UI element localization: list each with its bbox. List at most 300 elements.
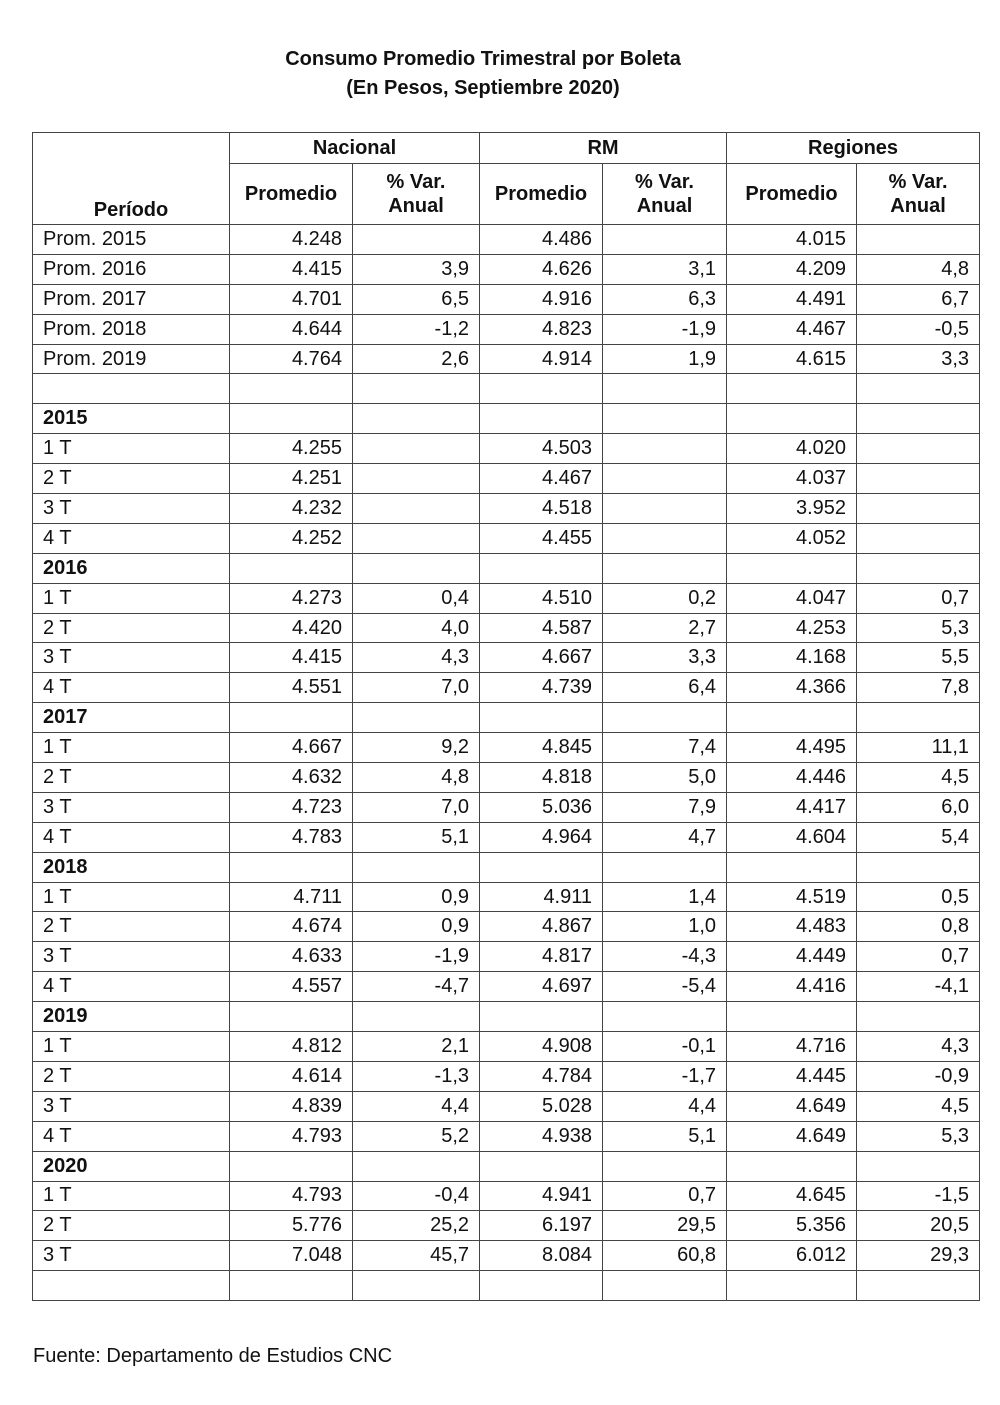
cell-regiones-var: 6,7: [857, 284, 980, 314]
source-footer: Fuente: Departamento de Estudios CNC: [33, 1345, 393, 1367]
empty-cell: [603, 374, 727, 404]
page-subtitle: (En Pesos, Septiembre 2020): [346, 77, 620, 99]
row-label: 1 T: [33, 434, 230, 464]
consumption-table: [32, 132, 980, 1301]
table-row: [33, 1032, 980, 1062]
table-row: [33, 344, 980, 374]
empty-cell: [230, 1151, 353, 1181]
empty-row: [33, 1271, 980, 1301]
row-label: Prom. 2018: [33, 314, 230, 344]
header-group-nacional: Nacional: [230, 133, 480, 164]
cell-regiones-var: 29,3: [857, 1241, 980, 1271]
row-label: 1 T: [33, 733, 230, 763]
empty-cell: [857, 404, 980, 434]
row-label: 4 T: [33, 1121, 230, 1151]
cell-rm-var: 1,0: [603, 912, 727, 942]
cell-nacional-var: [353, 523, 480, 553]
row-label: 1 T: [33, 1181, 230, 1211]
empty-cell: [727, 553, 857, 583]
cell-rm-var: 5,0: [603, 763, 727, 793]
cell-nacional-var: 45,7: [353, 1241, 480, 1271]
year-label: 2015: [33, 404, 230, 434]
cell-regiones-promedio: 4.649: [727, 1121, 857, 1151]
empty-cell: [480, 1271, 603, 1301]
cell-nacional-var: 0,9: [353, 912, 480, 942]
empty-cell: [353, 703, 480, 733]
cell-nacional-promedio: 4.557: [230, 972, 353, 1002]
cell-nacional-var: [353, 464, 480, 494]
cell-nacional-promedio: 5.776: [230, 1211, 353, 1241]
cell-rm-var: 7,9: [603, 792, 727, 822]
cell-nacional-promedio: 4.723: [230, 792, 353, 822]
row-label: Prom. 2015: [33, 225, 230, 255]
row-label: 4 T: [33, 673, 230, 703]
cell-nacional-var: [353, 225, 480, 255]
empty-cell: [603, 1002, 727, 1032]
empty-cell: [727, 1151, 857, 1181]
table-row: [33, 1091, 980, 1121]
cell-nacional-promedio: 4.252: [230, 523, 353, 553]
table-row: [33, 314, 980, 344]
cell-regiones-var: 4,5: [857, 1091, 980, 1121]
empty-cell: [230, 1002, 353, 1032]
header-var-line2: Anual: [388, 195, 444, 217]
table-row: [33, 1121, 980, 1151]
row-label: Prom. 2016: [33, 254, 230, 284]
cell-regiones-promedio: 4.168: [727, 643, 857, 673]
cell-regiones-promedio: 4.519: [727, 882, 857, 912]
cell-rm-promedio: 4.455: [480, 523, 603, 553]
cell-nacional-promedio: 4.783: [230, 822, 353, 852]
cell-regiones-var: 0,8: [857, 912, 980, 942]
cell-regiones-promedio: 4.491: [727, 284, 857, 314]
cell-nacional-var: 6,5: [353, 284, 480, 314]
cell-rm-var: 1,9: [603, 344, 727, 374]
empty-cell: [603, 852, 727, 882]
cell-regiones-var: [857, 494, 980, 524]
cell-rm-promedio: 4.964: [480, 822, 603, 852]
page-title: Consumo Promedio Trimestral por Boleta: [285, 48, 681, 70]
empty-cell: [603, 1271, 727, 1301]
table-row: [33, 1211, 980, 1241]
empty-cell: [480, 1151, 603, 1181]
cell-regiones-var: 7,8: [857, 673, 980, 703]
year-section-row: [33, 553, 980, 583]
empty-cell: [480, 404, 603, 434]
cell-regiones-var: 0,7: [857, 583, 980, 613]
row-label: 1 T: [33, 882, 230, 912]
cell-rm-var: 4,4: [603, 1091, 727, 1121]
cell-nacional-var: 7,0: [353, 673, 480, 703]
cell-regiones-promedio: 4.649: [727, 1091, 857, 1121]
year-label: 2019: [33, 1002, 230, 1032]
cell-rm-promedio: 4.784: [480, 1061, 603, 1091]
year-section-row: [33, 1002, 980, 1032]
cell-nacional-promedio: 4.273: [230, 583, 353, 613]
cell-nacional-promedio: 4.667: [230, 733, 353, 763]
cell-rm-promedio: 8.084: [480, 1241, 603, 1271]
empty-cell: [480, 553, 603, 583]
empty-cell: [727, 703, 857, 733]
cell-rm-promedio: 4.510: [480, 583, 603, 613]
header-var-line2: Anual: [636, 195, 693, 217]
table-row: [33, 464, 980, 494]
row-label: 3 T: [33, 1241, 230, 1271]
header-var-anual: [857, 164, 980, 225]
cell-regiones-promedio: 4.209: [727, 254, 857, 284]
cell-rm-promedio: 4.518: [480, 494, 603, 524]
cell-regiones-promedio: 4.615: [727, 344, 857, 374]
cell-rm-var: 2,7: [603, 613, 727, 643]
empty-cell: [230, 553, 353, 583]
empty-cell: [33, 1271, 230, 1301]
cell-regiones-promedio: 4.445: [727, 1061, 857, 1091]
cell-nacional-promedio: 7.048: [230, 1241, 353, 1271]
header-var-line1: % Var.: [386, 171, 446, 193]
cell-regiones-promedio: 4.253: [727, 613, 857, 643]
row-label: 4 T: [33, 972, 230, 1002]
table-row: [33, 523, 980, 553]
cell-rm-var: 0,2: [603, 583, 727, 613]
table-row: [33, 1181, 980, 1211]
cell-regiones-promedio: 4.047: [727, 583, 857, 613]
cell-rm-promedio: 4.667: [480, 643, 603, 673]
year-label: 2017: [33, 703, 230, 733]
cell-rm-promedio: 4.587: [480, 613, 603, 643]
row-label: 2 T: [33, 464, 230, 494]
cell-rm-var: 29,5: [603, 1211, 727, 1241]
cell-regiones-var: 20,5: [857, 1211, 980, 1241]
cell-nacional-promedio: 4.551: [230, 673, 353, 703]
cell-regiones-var: 4,8: [857, 254, 980, 284]
cell-regiones-var: 3,3: [857, 344, 980, 374]
cell-rm-promedio: 4.867: [480, 912, 603, 942]
cell-nacional-var: 2,6: [353, 344, 480, 374]
cell-nacional-promedio: 4.839: [230, 1091, 353, 1121]
cell-rm-promedio: 4.823: [480, 314, 603, 344]
cell-nacional-var: -1,9: [353, 942, 480, 972]
empty-cell: [857, 1151, 980, 1181]
cell-regiones-var: 0,5: [857, 882, 980, 912]
cell-nacional-promedio: 4.674: [230, 912, 353, 942]
cell-rm-promedio: 6.197: [480, 1211, 603, 1241]
cell-regiones-promedio: 4.037: [727, 464, 857, 494]
year-section-row: [33, 1151, 980, 1181]
cell-nacional-promedio: 4.633: [230, 942, 353, 972]
cell-nacional-promedio: 4.812: [230, 1032, 353, 1062]
empty-cell: [353, 1002, 480, 1032]
empty-cell: [480, 1002, 603, 1032]
cell-regiones-promedio: 4.416: [727, 972, 857, 1002]
cell-rm-promedio: 4.503: [480, 434, 603, 464]
empty-cell: [480, 703, 603, 733]
cell-regiones-var: -0,9: [857, 1061, 980, 1091]
cell-regiones-promedio: 4.449: [727, 942, 857, 972]
cell-nacional-var: 0,9: [353, 882, 480, 912]
cell-nacional-promedio: 4.415: [230, 643, 353, 673]
cell-nacional-var: 9,2: [353, 733, 480, 763]
cell-regiones-var: [857, 523, 980, 553]
cell-nacional-var: [353, 434, 480, 464]
row-label: 3 T: [33, 643, 230, 673]
cell-regiones-promedio: 4.645: [727, 1181, 857, 1211]
cell-regiones-var: [857, 464, 980, 494]
cell-rm-promedio: 4.626: [480, 254, 603, 284]
header-var-line2: Anual: [890, 195, 946, 217]
cell-regiones-promedio: 4.495: [727, 733, 857, 763]
cell-regiones-promedio: 3.952: [727, 494, 857, 524]
header-var-line1: % Var.: [888, 171, 948, 193]
empty-cell: [353, 553, 480, 583]
cell-rm-var: -0,1: [603, 1032, 727, 1062]
cell-regiones-var: 5,3: [857, 613, 980, 643]
empty-cell: [230, 1271, 353, 1301]
table-row: [33, 733, 980, 763]
cell-regiones-promedio: 5.356: [727, 1211, 857, 1241]
cell-rm-promedio: 4.916: [480, 284, 603, 314]
cell-rm-var: [603, 225, 727, 255]
row-label: 2 T: [33, 763, 230, 793]
cell-nacional-promedio: 4.793: [230, 1181, 353, 1211]
cell-rm-promedio: 4.908: [480, 1032, 603, 1062]
empty-cell: [230, 852, 353, 882]
cell-rm-var: 6,3: [603, 284, 727, 314]
cell-regiones-promedio: 4.052: [727, 523, 857, 553]
header-row-groups: [33, 133, 980, 164]
cell-regiones-promedio: 4.604: [727, 822, 857, 852]
cell-regiones-promedio: 4.015: [727, 225, 857, 255]
cell-nacional-promedio: 4.232: [230, 494, 353, 524]
year-label: 2016: [33, 553, 230, 583]
cell-rm-var: 7,4: [603, 733, 727, 763]
empty-cell: [603, 553, 727, 583]
empty-cell: [857, 1002, 980, 1032]
cell-regiones-var: -0,5: [857, 314, 980, 344]
year-section-row: [33, 404, 980, 434]
cell-rm-var: [603, 494, 727, 524]
cell-nacional-promedio: 4.711: [230, 882, 353, 912]
cell-nacional-var: [353, 494, 480, 524]
table-row: [33, 822, 980, 852]
cell-regiones-var: 5,5: [857, 643, 980, 673]
empty-cell: [603, 703, 727, 733]
year-section-row: [33, 852, 980, 882]
cell-regiones-promedio: 4.417: [727, 792, 857, 822]
table-row: [33, 254, 980, 284]
table-row: [33, 942, 980, 972]
row-label: 3 T: [33, 494, 230, 524]
cell-regiones-promedio: 4.483: [727, 912, 857, 942]
cell-regiones-promedio: 4.716: [727, 1032, 857, 1062]
row-label: 3 T: [33, 792, 230, 822]
cell-nacional-promedio: 4.644: [230, 314, 353, 344]
row-label: 4 T: [33, 822, 230, 852]
cell-rm-var: -4,3: [603, 942, 727, 972]
table-row: [33, 912, 980, 942]
cell-nacional-promedio: 4.415: [230, 254, 353, 284]
cell-regiones-var: 5,4: [857, 822, 980, 852]
cell-rm-promedio: 4.914: [480, 344, 603, 374]
cell-rm-var: [603, 434, 727, 464]
cell-nacional-var: 25,2: [353, 1211, 480, 1241]
cell-rm-var: -5,4: [603, 972, 727, 1002]
cell-rm-promedio: 4.486: [480, 225, 603, 255]
cell-nacional-var: -4,7: [353, 972, 480, 1002]
table-row: [33, 673, 980, 703]
cell-rm-var: 0,7: [603, 1181, 727, 1211]
table-row: [33, 494, 980, 524]
table-row: [33, 1061, 980, 1091]
cell-regiones-promedio: 4.020: [727, 434, 857, 464]
cell-regiones-promedio: 4.467: [727, 314, 857, 344]
cell-nacional-var: -1,2: [353, 314, 480, 344]
cell-nacional-promedio: 4.764: [230, 344, 353, 374]
cell-regiones-var: 4,3: [857, 1032, 980, 1062]
cell-rm-var: 5,1: [603, 1121, 727, 1151]
empty-cell: [857, 852, 980, 882]
row-label: 3 T: [33, 942, 230, 972]
cell-regiones-promedio: 4.366: [727, 673, 857, 703]
empty-cell: [857, 703, 980, 733]
cell-regiones-var: [857, 434, 980, 464]
table-row: [33, 284, 980, 314]
cell-rm-var: 3,1: [603, 254, 727, 284]
row-label: Prom. 2017: [33, 284, 230, 314]
cell-rm-promedio: 4.941: [480, 1181, 603, 1211]
table-row: [33, 583, 980, 613]
empty-cell: [480, 852, 603, 882]
table-row: [33, 792, 980, 822]
empty-cell: [857, 553, 980, 583]
cell-regiones-var: -4,1: [857, 972, 980, 1002]
cell-rm-var: -1,9: [603, 314, 727, 344]
empty-cell: [727, 1271, 857, 1301]
cell-rm-var: [603, 464, 727, 494]
cell-nacional-var: 4,3: [353, 643, 480, 673]
cell-rm-promedio: 4.739: [480, 673, 603, 703]
cell-rm-promedio: 5.036: [480, 792, 603, 822]
header-promedio: Promedio: [480, 164, 603, 225]
cell-rm-var: [603, 523, 727, 553]
cell-nacional-var: 3,9: [353, 254, 480, 284]
empty-cell: [857, 374, 980, 404]
row-label: 2 T: [33, 1061, 230, 1091]
cell-nacional-promedio: 4.632: [230, 763, 353, 793]
cell-rm-var: 60,8: [603, 1241, 727, 1271]
cell-rm-promedio: 4.697: [480, 972, 603, 1002]
cell-regiones-var: [857, 225, 980, 255]
cell-nacional-var: 5,2: [353, 1121, 480, 1151]
row-label: 1 T: [33, 583, 230, 613]
table-row: [33, 972, 980, 1002]
cell-rm-var: 4,7: [603, 822, 727, 852]
cell-rm-promedio: 4.911: [480, 882, 603, 912]
row-label: Prom. 2019: [33, 344, 230, 374]
empty-row: [33, 374, 980, 404]
header-group-rm: RM: [480, 133, 727, 164]
empty-cell: [353, 374, 480, 404]
empty-cell: [353, 1151, 480, 1181]
empty-cell: [857, 1271, 980, 1301]
row-label: 2 T: [33, 912, 230, 942]
empty-cell: [230, 703, 353, 733]
table-row: [33, 763, 980, 793]
cell-nacional-promedio: 4.793: [230, 1121, 353, 1151]
empty-cell: [727, 404, 857, 434]
empty-cell: [230, 404, 353, 434]
empty-cell: [353, 852, 480, 882]
cell-nacional-var: 4,8: [353, 763, 480, 793]
row-label: 2 T: [33, 1211, 230, 1241]
cell-rm-promedio: 4.467: [480, 464, 603, 494]
year-label: 2018: [33, 852, 230, 882]
cell-nacional-var: -1,3: [353, 1061, 480, 1091]
row-label: 3 T: [33, 1091, 230, 1121]
year-label: 2020: [33, 1151, 230, 1181]
empty-cell: [727, 1002, 857, 1032]
cell-regiones-var: 6,0: [857, 792, 980, 822]
cell-regiones-var: 5,3: [857, 1121, 980, 1151]
cell-nacional-var: 4,4: [353, 1091, 480, 1121]
cell-nacional-var: 7,0: [353, 792, 480, 822]
empty-cell: [727, 852, 857, 882]
cell-nacional-promedio: 4.420: [230, 613, 353, 643]
table-row: [33, 434, 980, 464]
row-label: 2 T: [33, 613, 230, 643]
cell-rm-var: 1,4: [603, 882, 727, 912]
cell-rm-promedio: 4.938: [480, 1121, 603, 1151]
cell-regiones-var: 4,5: [857, 763, 980, 793]
header-var-anual: [603, 164, 727, 225]
header-var-line1: % Var.: [635, 171, 694, 193]
cell-nacional-promedio: 4.255: [230, 434, 353, 464]
cell-nacional-var: -0,4: [353, 1181, 480, 1211]
cell-regiones-var: 0,7: [857, 942, 980, 972]
row-label: 1 T: [33, 1032, 230, 1062]
table-row: [33, 643, 980, 673]
cell-rm-var: 6,4: [603, 673, 727, 703]
empty-cell: [353, 1271, 480, 1301]
empty-cell: [480, 374, 603, 404]
cell-rm-promedio: 4.818: [480, 763, 603, 793]
row-label: 4 T: [33, 523, 230, 553]
cell-rm-var: 3,3: [603, 643, 727, 673]
cell-nacional-var: 5,1: [353, 822, 480, 852]
cell-rm-promedio: 5.028: [480, 1091, 603, 1121]
header-promedio: Promedio: [230, 164, 353, 225]
cell-regiones-var: -1,5: [857, 1181, 980, 1211]
table-row: [33, 225, 980, 255]
cell-rm-promedio: 4.845: [480, 733, 603, 763]
cell-nacional-var: 0,4: [353, 583, 480, 613]
table-row: [33, 613, 980, 643]
cell-nacional-promedio: 4.614: [230, 1061, 353, 1091]
year-section-row: [33, 703, 980, 733]
cell-nacional-promedio: 4.701: [230, 284, 353, 314]
cell-regiones-promedio: 4.446: [727, 763, 857, 793]
empty-cell: [603, 404, 727, 434]
table-row: [33, 1241, 980, 1271]
cell-rm-promedio: 4.817: [480, 942, 603, 972]
cell-regiones-promedio: 6.012: [727, 1241, 857, 1271]
cell-rm-var: -1,7: [603, 1061, 727, 1091]
table-row: [33, 882, 980, 912]
cell-nacional-var: 4,0: [353, 613, 480, 643]
empty-cell: [33, 374, 230, 404]
empty-cell: [727, 374, 857, 404]
empty-cell: [603, 1151, 727, 1181]
cell-nacional-promedio: 4.251: [230, 464, 353, 494]
